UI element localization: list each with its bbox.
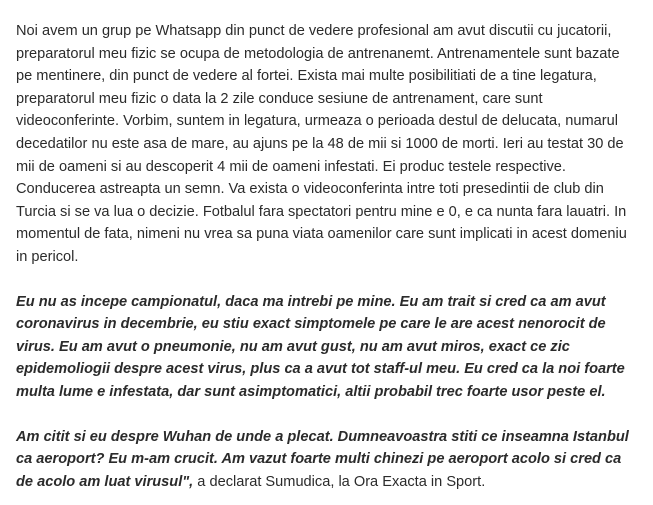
article-quote-text: Am citit si eu despre Wuhan de unde a plecat. Dumneavoastra stiti ce inseamna Istanbul ca aeroport? Eu m-am crucit. Am vazut foarte multi chinezi pe aeroport acolo si cred ca de acolo am luat virusul", bbox=[16, 428, 629, 490]
article-attribution: a declarat Sumudica, la Ora Exacta in Sport. bbox=[193, 473, 486, 490]
article-paragraph-3 bbox=[16, 426, 630, 494]
article-paragraph-1: Noi avem un grup pe Whatsapp din punct de vedere profesional am avut discutii cu jucatorii, preparatorul meu fizic se ocupa de metodologia de antrenanemt. Antrenamentele sunt bazate pe mentinere, din punct de vedere al fortei. Exista mai multe posibilitiati de a tine legatura, preparatorul meu fizic o data la 2 zile conduce sesiune de antrenament, care sunt videoconferinte. Vorbim, suntem in legatura, urmeaza o perioada destul de delucata, numarul decedatilor nu este asa de mare, au ajuns pe la 48 de mii si 1000 de morti. Ieri au testat 30 de mii de oameni si au descoperit 4 mii de oameni infestati. Ei produc testele respective. Conducerea astreapta un semn. Va exista o videoconferinta intre toti presedintii de club din Turcia si se va lua o decizie. Fotbalul fara spectatori pentru mine e 0, e ca nunta fara lauatri. In momentul de fata, nimeni nu vrea sa puna viata oamenilor care sunt implicati in acest domeniu in pericol. bbox=[16, 23, 627, 265]
article-quote-paragraph: Eu nu as incepe campionatul, daca ma intrebi pe mine. Eu am trait si cred ca am avut coronavirus in decembrie, eu stiu exact simptomele pe care le are acest nenorocit de virus. Eu am avut o pneumonie, nu am avut gust, nu am avut miros, exact ce zic epidemoliogii despre acest virus, plus ca a avut tot staff-ul meu. Eu cred ca la noi foarte multa lume e infestata, dar sunt asimptomatici, altii probabil trec foarte usor peste el. bbox=[16, 293, 625, 400]
